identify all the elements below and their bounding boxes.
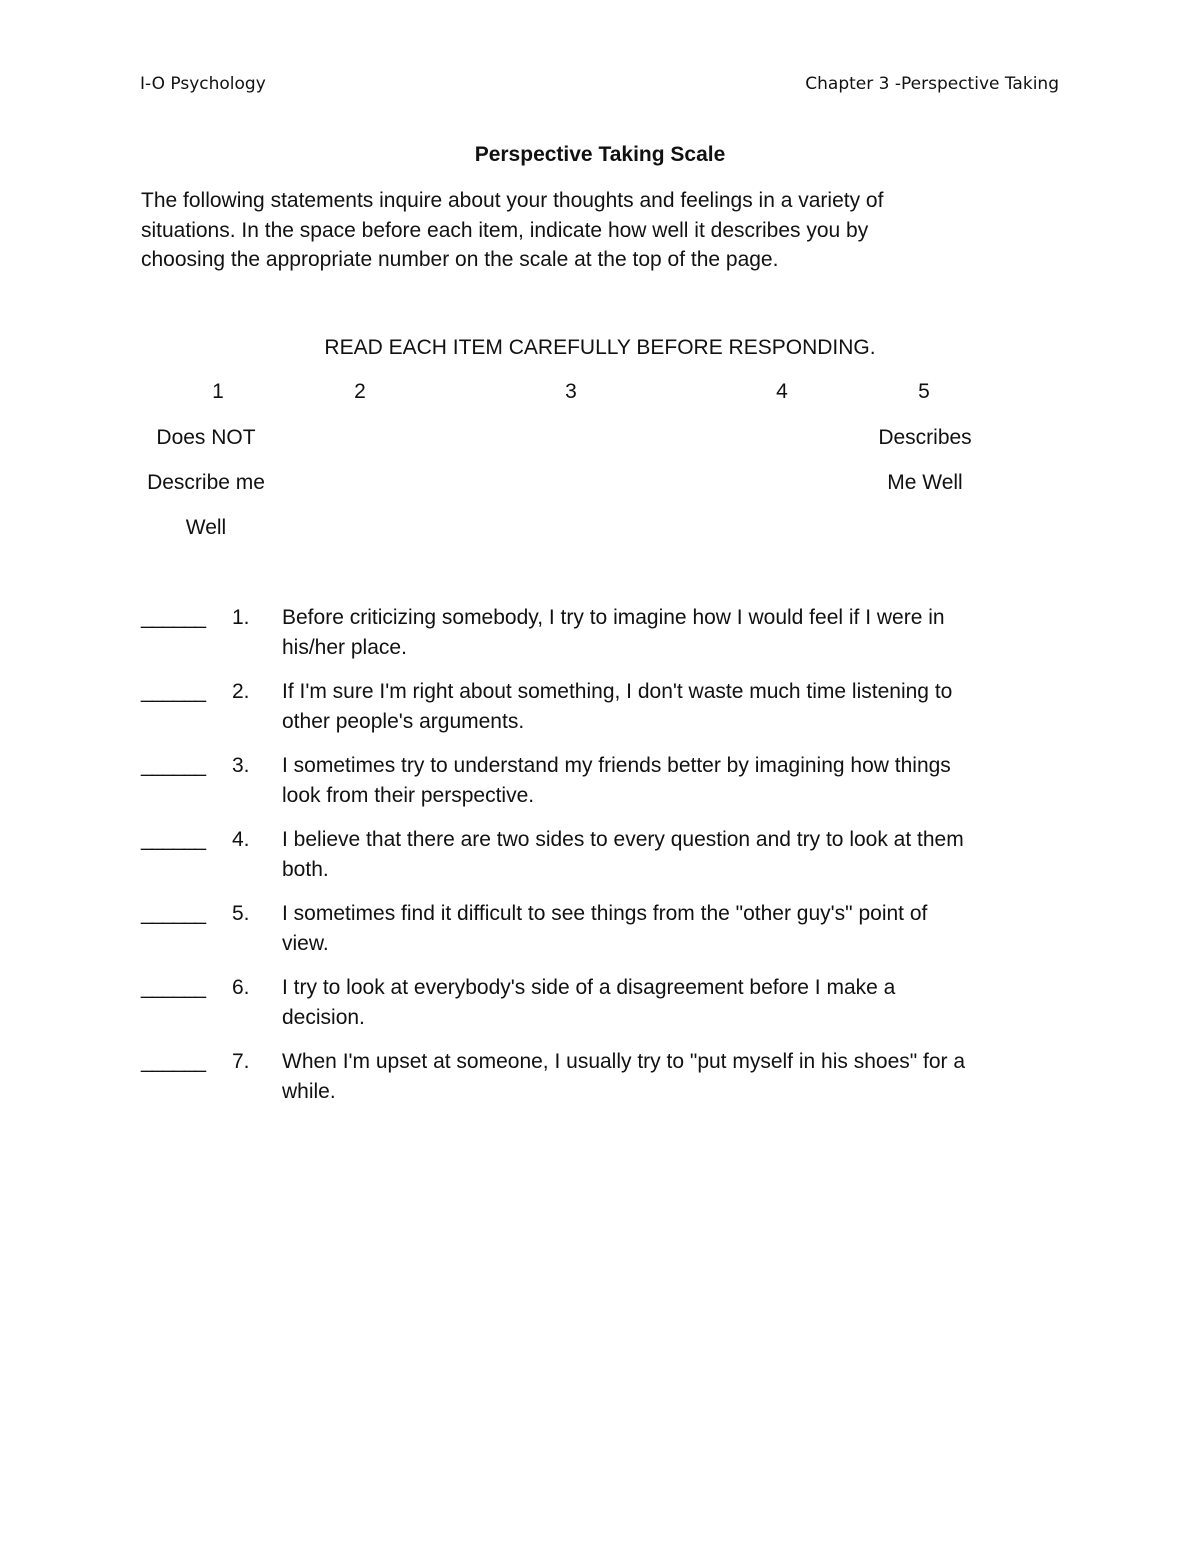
response-blank[interactable]: ______ [141,606,206,629]
intro-paragraph [141,186,1041,275]
page-title: Perspective Taking Scale [474,143,726,166]
item-text-line: When I'm upset at someone, I usually try to "put myself in his shoes" for a [282,1050,966,1073]
scale-low-anchor [126,426,286,561]
response-blank[interactable]: ______ [141,828,206,851]
response-blank[interactable]: ______ [141,680,206,703]
item-text-line: view. [282,932,329,955]
item-text-line: look from their perspective. [282,784,535,807]
item-text-line: Before criticizing somebody, I try to imagine how I would feel if I were in [282,606,945,629]
item-number: 2. [232,680,250,703]
item-text-line: I sometimes find it difficult to see things from the "other guy's" point of [282,902,928,925]
scale-number-3: 3 [565,380,577,403]
item-text [282,1047,1062,1107]
response-blank[interactable]: ______ [141,976,206,999]
response-blank[interactable]: ______ [141,754,206,777]
response-blank[interactable]: ______ [141,902,206,925]
high-anchor-line: Describes [878,426,972,449]
item-text [282,751,1062,811]
item-text [282,899,1062,959]
scale-number-2: 2 [354,380,366,403]
low-anchor-line: Describe me [147,471,265,494]
header-course: I-O Psychology [140,74,266,94]
item-text-line: I believe that there are two sides to every question and try to look at them [282,828,964,851]
scale-number-1: 1 [212,380,224,403]
item-text-line: decision. [282,1006,365,1029]
intro-line: The following statements inquire about your thoughts and feelings in a variety of [141,189,884,212]
item-text-line: I try to look at everybody's side of a disagreement before I make a [282,976,896,999]
item-number: 5. [232,902,250,925]
item-number: 1. [232,606,250,629]
response-blank[interactable]: ______ [141,1050,206,1073]
item-text [282,973,1062,1033]
low-anchor-line: Well [185,516,227,539]
item-text [282,677,1062,737]
item-text-line: other people's arguments. [282,710,525,733]
item-number: 6. [232,976,250,999]
item-number: 4. [232,828,250,851]
intro-line: choosing the appropriate number on the scale at the top of the page. [141,248,779,271]
item-number: 7. [232,1050,250,1073]
instruction-heading: READ EACH ITEM CAREFULLY BEFORE RESPONDING. [324,336,876,359]
intro-line: situations. In the space before each item, indicate how well it describes you by [141,218,869,242]
header-chapter: Chapter 3 -Perspective Taking [805,74,1059,94]
item-text-line: I sometimes try to understand my friends better by imagining how things [282,754,951,777]
item-text-line: while. [282,1080,336,1103]
item-text-line: his/her place. [282,636,407,659]
low-anchor-line: Does NOT [156,426,256,449]
item-text [282,603,1062,663]
high-anchor-line: Me Well [887,471,963,494]
item-text [282,825,1062,885]
scale-high-anchor [845,426,1005,516]
scale-number-5: 5 [918,380,930,403]
scale-number-4: 4 [776,380,788,403]
item-number: 3. [232,754,250,777]
item-text-line: both. [282,858,329,881]
item-text-line: If I'm sure I'm right about something, I don't waste much time listening to [282,680,953,703]
